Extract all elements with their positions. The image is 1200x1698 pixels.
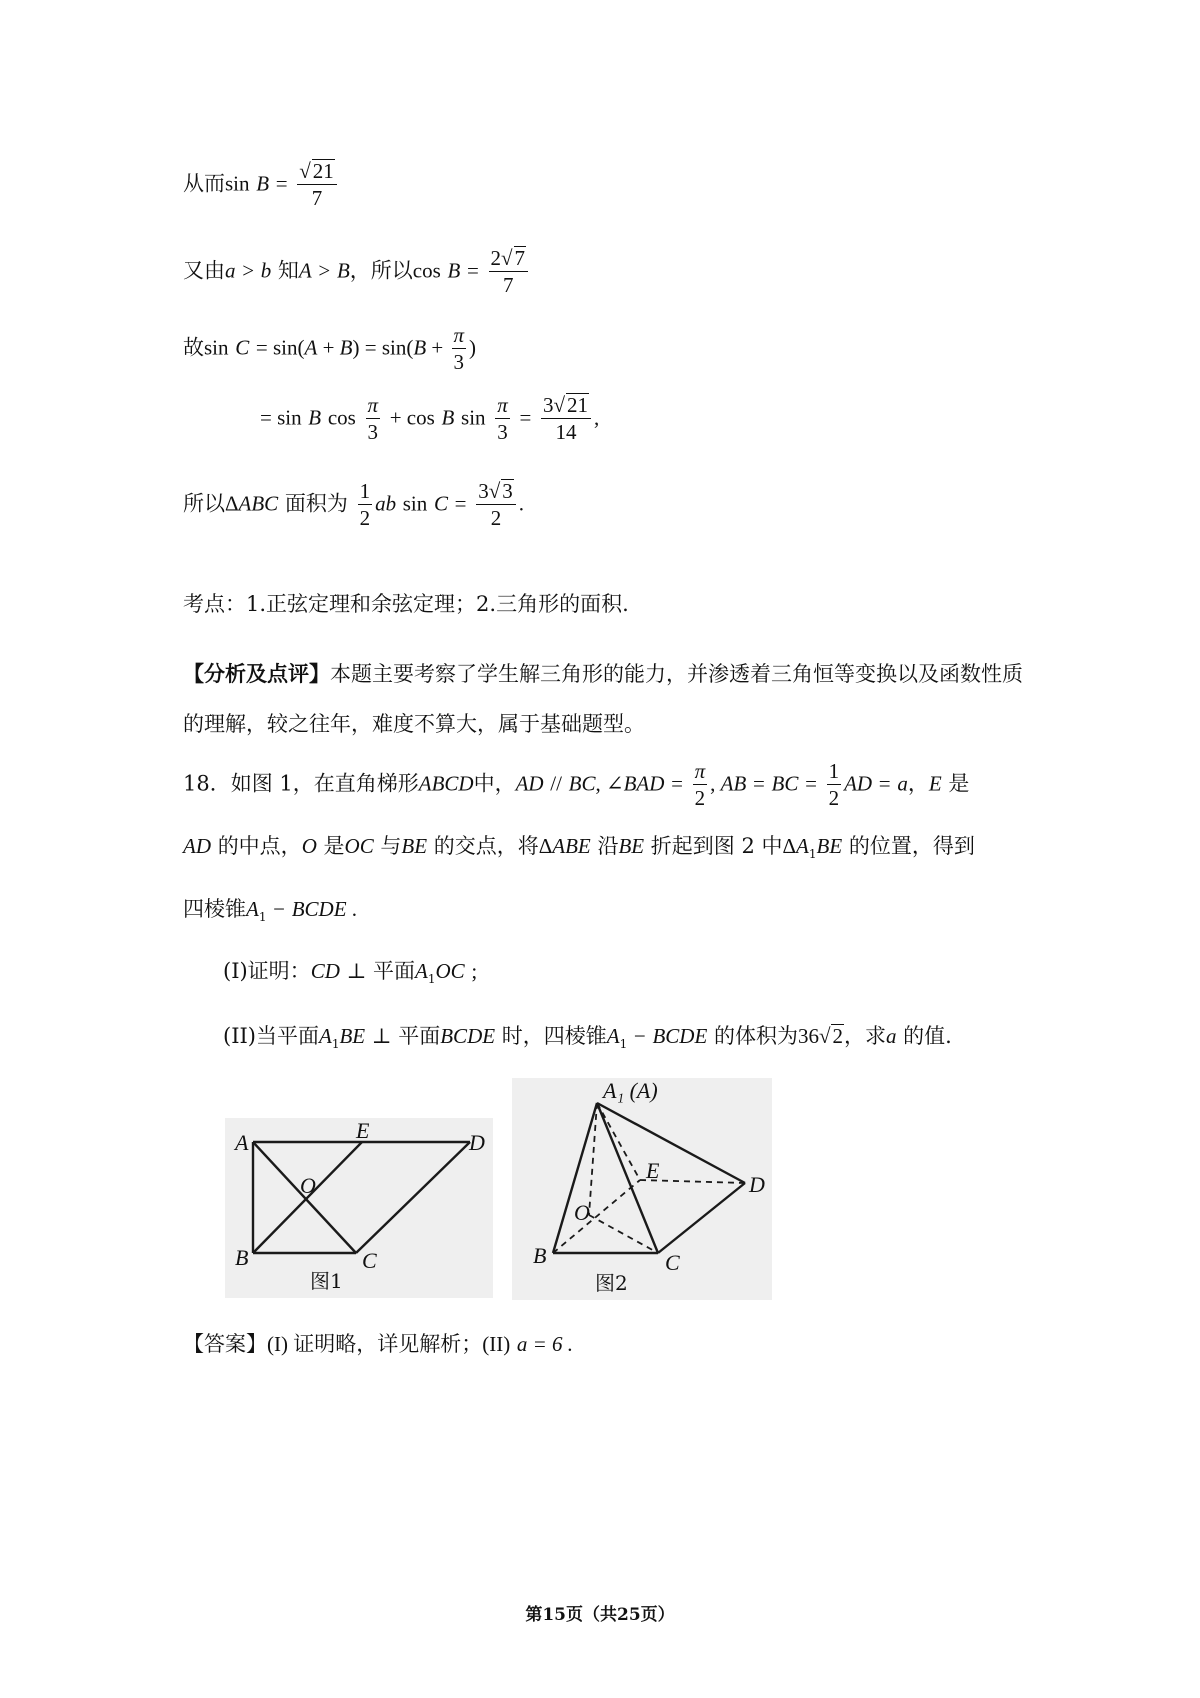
- analysis-line-2: 的理解，较之往年，难度不算大，属于基础题型。: [183, 712, 645, 736]
- page-footer: 第15页（共25页）: [525, 1605, 675, 1625]
- problem-18-line-2: AD 的中点，O 是OC 与BE 的交点，将ΔABE 沿BE 折起到图 2 中$\Delta A_1BE$ 的位置，得到: [183, 834, 975, 862]
- fraction: $\frac{2√7}{7}$: [489, 245, 529, 299]
- fig2-label-O: O: [574, 1200, 590, 1225]
- fraction: $\frac{\pi}{3}$: [453, 323, 465, 375]
- line-cosB: 又由a > b 知A > B，所以cos B = $\frac{2√7}{7}$: [183, 245, 531, 299]
- figure-2-background: [512, 1078, 772, 1300]
- fraction: $\frac{1}{2}$: [828, 759, 840, 811]
- line-expansion: = sin B cos $\frac{\pi}{3}$ + cos B sin $\frac{\pi}{3}$ = $\frac{3√21}{14}$ ,: [260, 393, 600, 445]
- fig2-label-D: D: [749, 1172, 765, 1197]
- fraction: $\frac{\pi}{2}$: [694, 759, 706, 811]
- fraction: $\frac{3√21}{14}$: [541, 392, 591, 446]
- figure-2-caption: 图2: [595, 1271, 628, 1295]
- problem-18-line-1: 18．如图 1，在直角梯形ABCD中，AD // BC, ∠BAD = $\frac{\pi}{2}$ , AB = BC = $\frac{1}{2}$ AD = a，E 是: [183, 759, 970, 811]
- fraction: $\frac{1}{2}$: [359, 479, 371, 531]
- fig2-label-B: B: [533, 1243, 547, 1268]
- problem-18-part-1: (I)证明：CD ⊥ 平面$A_1OC$ ;: [223, 959, 478, 987]
- kaodian: 考点：1.正弦定理和余弦定理；2.三角形的面积.: [183, 592, 629, 616]
- fig2-label-E: E: [646, 1158, 660, 1183]
- fig1-label-D: D: [469, 1130, 485, 1155]
- line-area: 所以ΔABC 面积为 $\frac{1}{2}$ ab sin C = $\frac{3√3}{2}$ .: [183, 479, 524, 531]
- figure-1-caption: 图1: [310, 1269, 343, 1293]
- fraction: $\frac{\pi}{3}$: [497, 393, 508, 445]
- figure-1: [225, 1118, 493, 1298]
- fraction: $\frac{\pi}{3}$: [367, 393, 379, 445]
- fig1-label-A: A: [235, 1130, 249, 1155]
- answer-line: 【答案】(I) 证明略，详见解析；(II) a = 6 .: [183, 1332, 574, 1356]
- fraction: $\frac{3√3}{2}$: [476, 478, 516, 532]
- fig1-label-B: B: [235, 1245, 249, 1270]
- line-sinC: 故sin C = sin(A + B) = sin(B + $\frac{\pi}{3}$ ): [183, 323, 477, 375]
- fig1-label-C: C: [362, 1248, 377, 1273]
- figure-2: [512, 1078, 772, 1300]
- fig2-label-C: C: [665, 1250, 680, 1275]
- fig1-label-O: O: [300, 1173, 316, 1198]
- fig2-label-A1: A₁ (A): [603, 1078, 658, 1103]
- line-sinB: 从而sin B = $\frac{√21}{7}$: [183, 158, 340, 212]
- analysis-line-1: 【分析及点评】本题主要考察了学生解三角形的能力，并渗透着三角恒等变换以及函数性质: [183, 661, 1023, 686]
- problem-18-line-3: 四棱锥$A_1$ − BCDE .: [183, 897, 358, 925]
- fraction: $\frac{√21}{7}$: [297, 158, 337, 212]
- problem-18-part-2: (II)当平面$A_1BE$ ⊥ 平面BCDE 时，四棱锥$A_1$ − BCDE 的体积为36√2，求a 的值.: [223, 1024, 952, 1052]
- fig1-label-E: E: [356, 1118, 370, 1143]
